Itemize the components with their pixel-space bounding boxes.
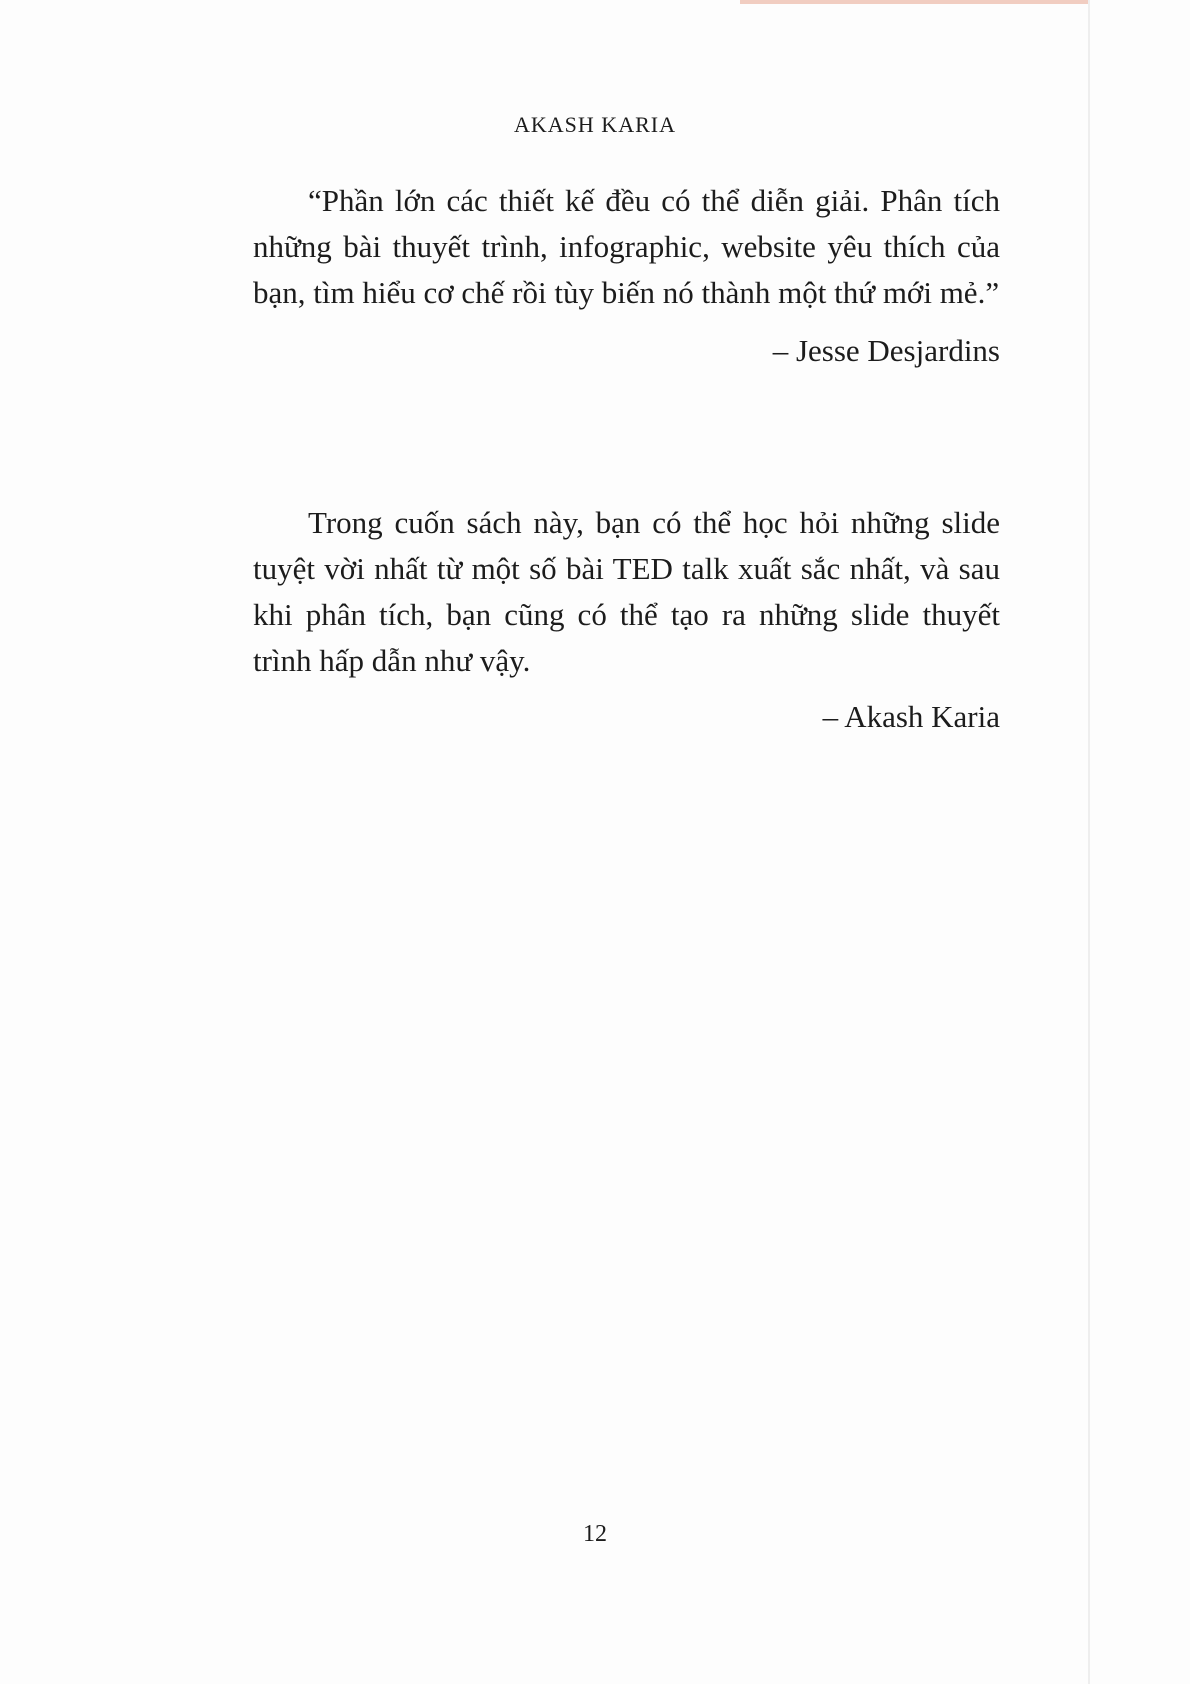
epigraph-quote — [253, 178, 1000, 374]
intro-attribution: – Akash Karia — [822, 699, 1000, 734]
intro-paragraph — [253, 500, 1000, 740]
quote-attribution: – Jesse Desjardins — [772, 333, 1000, 368]
quote-text: “Phần lớn các thiết kế đều có thể diễn giải. Phân tích những bài thuyết trình, infographic, website yêu thích của bạn, tìm hiểu cơ chế rồi tùy biến nó thành một thứ mới mẻ.” — [253, 183, 1000, 310]
page-top-edge — [740, 0, 1090, 4]
page-right-edge — [1088, 0, 1090, 1684]
intro-text: Trong cuốn sách này, bạn có thể học hỏi những slide tuyệt vời nhất từ một số bài TED talk xuất sắc nhất, và sau khi phân tích, bạn cũng có thể tạo ra những slide thuyết trình hấp dẫn như vậy. — [253, 505, 1000, 678]
running-head: AKASH KARIA — [514, 112, 676, 137]
page-number: 12 — [583, 1521, 607, 1547]
